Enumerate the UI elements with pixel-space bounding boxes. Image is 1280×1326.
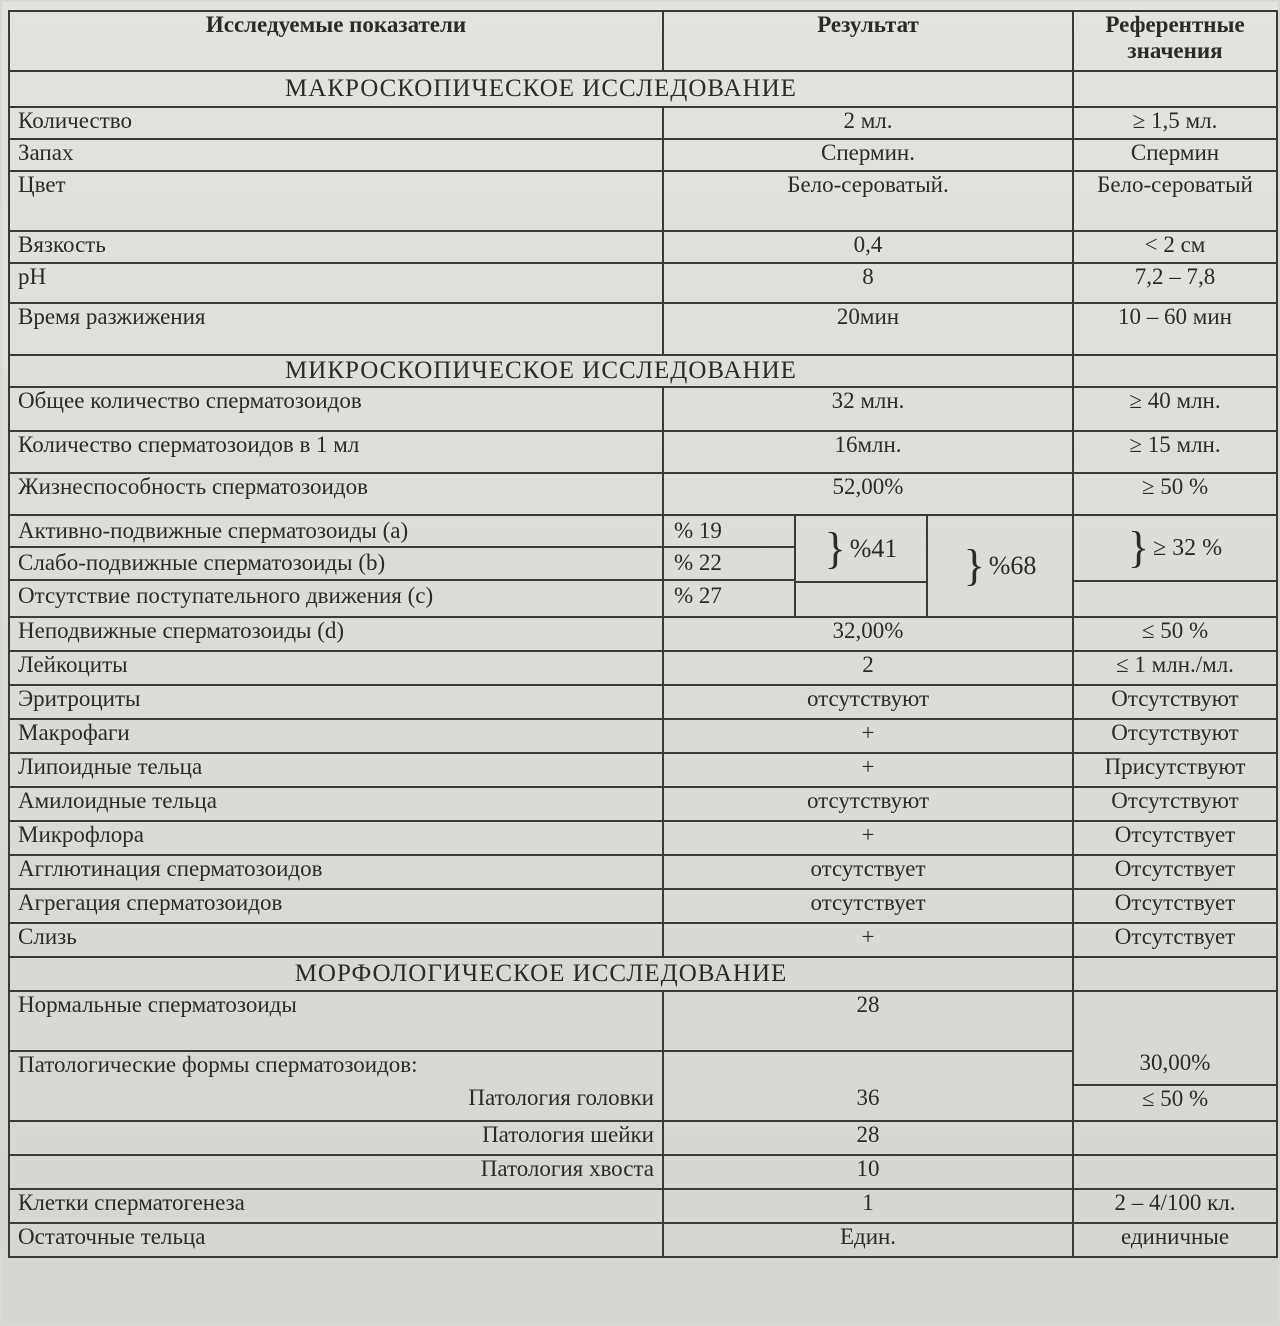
row-result: отсутствует <box>663 855 1073 889</box>
table-row <box>9 387 1277 431</box>
row-name: pH <box>9 263 663 303</box>
row-name: Микрофлора <box>9 821 663 855</box>
row-name: Макрофаги <box>9 719 663 753</box>
row-reference: ≤ 1 млн./мл. <box>1073 651 1277 685</box>
table-row <box>9 1189 1277 1223</box>
table-row <box>9 303 1277 355</box>
row-result: 32 млн. <box>663 387 1073 431</box>
row-result: 32,00% <box>663 617 1073 651</box>
table-row <box>9 1121 1277 1155</box>
section-morpho <box>9 957 1277 991</box>
table-row <box>9 753 1277 787</box>
row-reference: Бело-сероватый <box>1073 171 1277 231</box>
row-result: 2 мл. <box>663 107 1073 139</box>
row-name: Клетки сперматогенеза <box>9 1189 663 1223</box>
row-result: 16млн. <box>663 431 1073 473</box>
row-result: Бело-сероватый. <box>663 171 1073 231</box>
table-row <box>9 923 1277 957</box>
motility-a-value: % 19 <box>664 516 794 548</box>
table-header <box>9 11 1277 71</box>
row-reference: ≤ 50 % <box>1073 1085 1277 1121</box>
row-reference: ≥ 40 млн. <box>1073 387 1277 431</box>
row-name: Общее количество сперматозоидов <box>9 387 663 431</box>
row-reference: ≥ 1,5 мл. <box>1073 107 1277 139</box>
row-name: Время разжижения <box>9 303 663 355</box>
table-row <box>9 431 1277 473</box>
table-row <box>9 139 1277 171</box>
row-name: Жизнеспособность сперматозоидов <box>9 473 663 515</box>
row-result: отсутствуют <box>663 685 1073 719</box>
row-name: Неподвижные сперматозоиды (d) <box>9 617 663 651</box>
table-row <box>9 991 1277 1051</box>
row-reference: 2 – 4/100 кл. <box>1073 1189 1277 1223</box>
motility-reference: ≥ 32 % <box>1152 535 1223 561</box>
motility-block <box>9 515 1277 617</box>
row-name: Остаточные тельца <box>9 1223 663 1257</box>
section-title: МАКРОСКОПИЧЕСКОЕ ИССЛЕДОВАНИЕ <box>9 71 1073 107</box>
row-reference: Отсутствует <box>1073 923 1277 957</box>
row-result: + <box>663 923 1073 957</box>
row-name: Эритроциты <box>9 685 663 719</box>
row-reference: Отсутствуют <box>1073 787 1277 821</box>
row-reference: единичные <box>1073 1223 1277 1257</box>
table-row <box>9 617 1277 651</box>
row-name: Лейкоциты <box>9 651 663 685</box>
table-row <box>9 107 1277 139</box>
row-name: Патология шейки <box>9 1121 663 1155</box>
row-reference: Отсутствует <box>1073 855 1277 889</box>
row-name: Вязкость <box>9 231 663 263</box>
semen-analysis-table <box>8 10 1278 1258</box>
table-row <box>9 1155 1277 1189</box>
table-row <box>9 821 1277 855</box>
row-name: Липоидные тельца <box>9 753 663 787</box>
table-row <box>9 1223 1277 1257</box>
row-name: Количество <box>9 107 663 139</box>
brace-icon: } <box>824 523 846 573</box>
row-name: Запах <box>9 139 663 171</box>
table-row <box>9 263 1277 303</box>
row-reference: 30,00% <box>1073 991 1277 1085</box>
row-result: + <box>663 753 1073 787</box>
table-row <box>9 787 1277 821</box>
lab-report-sheet <box>2 2 1278 1322</box>
row-reference: < 2 см <box>1073 231 1277 263</box>
row-reference: 7,2 – 7,8 <box>1073 263 1277 303</box>
row-name: Агглютинация сперматозоидов <box>9 855 663 889</box>
row-reference: Отсутствуют <box>1073 719 1277 753</box>
motility-b-name: Слабо-подвижные сперматозоиды (b) <box>10 548 662 580</box>
row-reference: Отсутствует <box>1073 889 1277 923</box>
row-result: 8 <box>663 263 1073 303</box>
brace-icon: } <box>963 541 985 590</box>
row-reference: ≥ 15 млн. <box>1073 431 1277 473</box>
row-name: Патология хвоста <box>9 1155 663 1189</box>
table-row <box>9 889 1277 923</box>
row-name: Нормальные сперматозоиды <box>9 991 663 1051</box>
row-name: Амилоидные тельца <box>9 787 663 821</box>
row-result: 0,4 <box>663 231 1073 263</box>
section-title: МОРФОЛОГИЧЕСКОЕ ИССЛЕДОВАНИЕ <box>9 957 1073 991</box>
table-row <box>9 855 1277 889</box>
row-result: 20мин <box>663 303 1073 355</box>
row-result: отсутствует <box>663 889 1073 923</box>
row-reference: ≥ 50 % <box>1073 473 1277 515</box>
row-result: 36 <box>663 1085 1073 1121</box>
header-result: Результат <box>663 11 1073 71</box>
row-name: Патологические формы сперматозоидов: <box>9 1051 663 1085</box>
table-row <box>9 473 1277 515</box>
motility-c-name: Отсутствие поступательного движения (c) <box>18 582 434 608</box>
section-micro <box>9 355 1277 387</box>
motility-abc-sum: %68 <box>988 551 1037 580</box>
row-reference: Присутствуют <box>1073 753 1277 787</box>
motility-b-value: % 22 <box>664 548 794 580</box>
table-row <box>9 685 1277 719</box>
table-row <box>9 1085 1277 1121</box>
row-result: отсутствуют <box>663 787 1073 821</box>
row-reference: ≤ 50 % <box>1073 617 1277 651</box>
table-row <box>9 651 1277 685</box>
motility-a-name: Активно-подвижные сперматозоиды (a) <box>10 516 662 548</box>
section-title: МИКРОСКОПИЧЕСКОЕ ИССЛЕДОВАНИЕ <box>9 355 1073 387</box>
row-result: 52,00% <box>663 473 1073 515</box>
row-result: + <box>663 821 1073 855</box>
motility-ab-sum: %41 <box>849 533 898 563</box>
row-reference: Отсутствуют <box>1073 685 1277 719</box>
header-reference: Референтные значения <box>1073 11 1277 71</box>
row-result: 1 <box>663 1189 1073 1223</box>
row-result: + <box>663 719 1073 753</box>
row-name: Агрегация сперматозоидов <box>9 889 663 923</box>
row-result: 10 <box>663 1155 1073 1189</box>
row-name: Количество сперматозоидов в 1 мл <box>9 431 663 473</box>
table-row <box>9 171 1277 231</box>
table-row <box>9 231 1277 263</box>
row-result: Спермин. <box>663 139 1073 171</box>
row-result: 2 <box>663 651 1073 685</box>
motility-c-value: % 27 <box>674 582 722 608</box>
row-result: 28 <box>663 991 1073 1051</box>
row-name: Цвет <box>9 171 663 231</box>
section-macro <box>9 71 1277 107</box>
table-row <box>9 719 1277 753</box>
row-result: Един. <box>663 1223 1073 1257</box>
row-result: 28 <box>663 1121 1073 1155</box>
row-reference: 10 – 60 мин <box>1073 303 1277 355</box>
row-reference: Отсутствует <box>1073 821 1277 855</box>
row-reference: Спермин <box>1073 139 1277 171</box>
row-name: Патология головки <box>9 1085 663 1121</box>
brace-icon: } <box>1127 523 1149 572</box>
row-name: Слизь <box>9 923 663 957</box>
header-name: Исследуемые показатели <box>9 11 663 71</box>
